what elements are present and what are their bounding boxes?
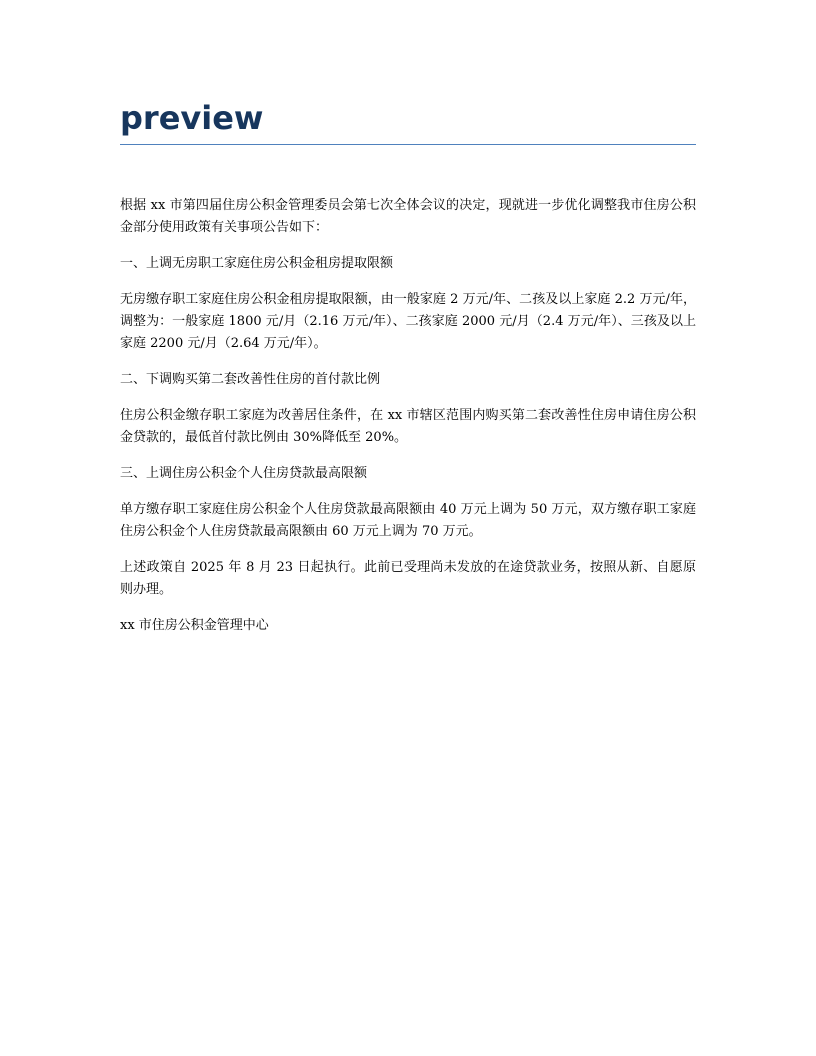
issuer-signature: xx 市住房公积金管理中心 bbox=[120, 618, 269, 633]
section-heading-1: 一、上调无房职工家庭住房公积金租房提取限额 bbox=[120, 256, 394, 271]
section-paragraph-3: 单方缴存职工家庭住房公积金个人住房贷款最高限额由 40 万元上调为 50 万元，双方缴存职工家庭住房公积金个人住房贷款最高限额由 60 万元上调为 70 万元。 bbox=[120, 502, 696, 539]
section-heading-2: 二、下调购买第二套改善性住房的首付款比例 bbox=[120, 372, 381, 387]
effective-date-paragraph: 上述政策自 2025 年 8 月 23 日起执行。此前已受理尚未发放的在途贷款业务，按照从新、自愿原则办理。 bbox=[120, 560, 696, 597]
document-body bbox=[120, 195, 696, 637]
document-page bbox=[120, 96, 696, 651]
intro-paragraph: 根据 xx 市第四届住房公积金管理委员会第七次全体会议的决定，现就进一步优化调整我市住房公积金部分使用政策有关事项公告如下： bbox=[120, 198, 696, 235]
section-paragraph-1: 无房缴存职工家庭住房公积金租房提取限额，由一般家庭 2 万元/年、二孩及以上家庭 2.2 万元/年，调整为：一般家庭 1800 元/月（2.16 万元/年）、二孩家庭 2000 元/月（2.4 万元/年）、三孩及以上家庭 2200 元/月（2.64 万元/年）。 bbox=[120, 292, 696, 351]
section-heading-3: 三、上调住房公积金个人住房贷款最高限额 bbox=[120, 466, 368, 481]
document-title: preview bbox=[120, 96, 696, 145]
section-paragraph-2: 住房公积金缴存职工家庭为改善居住条件，在 xx 市辖区范围内购买第二套改善性住房申请住房公积金贷款的，最低首付款比例由 30%降低至 20%。 bbox=[120, 408, 696, 445]
